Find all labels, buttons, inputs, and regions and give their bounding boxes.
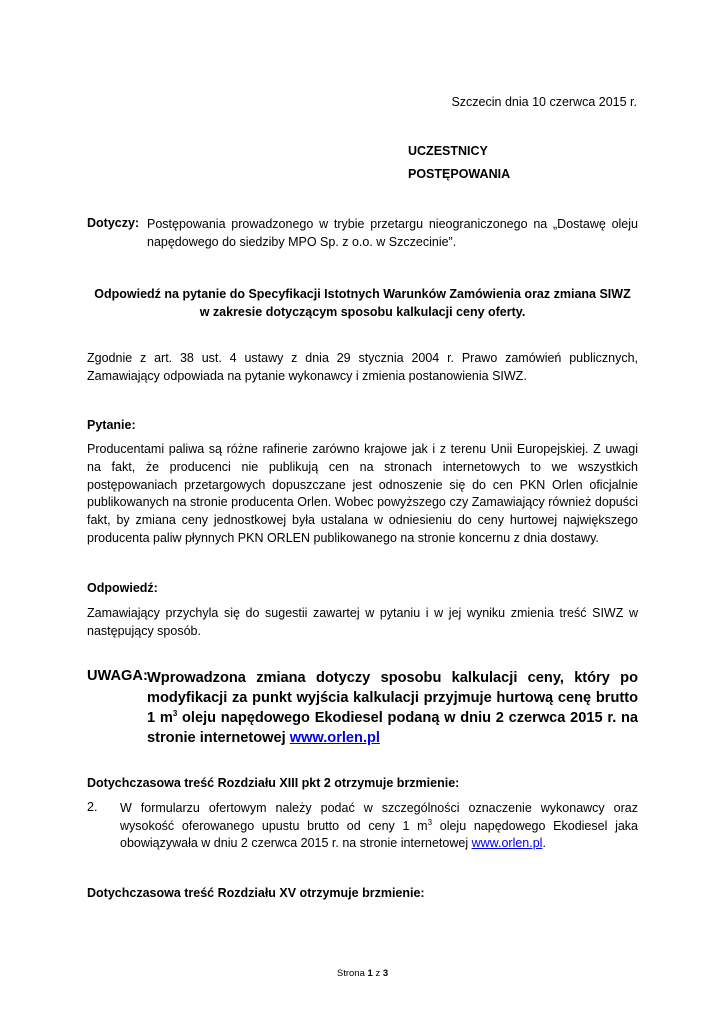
question-heading: Pytanie: [87, 418, 136, 432]
section-xv-heading: Dotychczasowa treść Rozdziału XV otrzymuje brzmienie: [87, 886, 425, 900]
item-orlen-link[interactable]: www.orlen.pl [471, 836, 543, 850]
item-text-part-2: oleju napędowego Ekodiesel jaka obowiązywała w dniu 2 czerwca 2015 r. na stronie internetowej [120, 818, 638, 850]
item-superscript: 3 [427, 817, 433, 827]
answer-heading: Odpowiedź: [87, 581, 158, 595]
recipient-line-2: POSTĘPOWANIA [408, 167, 511, 181]
page-footer [0, 968, 725, 979]
item-text-part-1: W formularzu ofertowym należy podać w szczególności oznaczenie wykonawcy oraz wysokość oferowanego upustu brutto od ceny 1 m [120, 801, 638, 833]
subject-label: Dotyczy: [87, 216, 140, 230]
document-title-line-1: Odpowiedź na pytanie do Specyfikacji Istotnych Warunków Zamówienia oraz zmiana SIWZ [94, 287, 631, 301]
section-xiii-heading: Dotychczasowa treść Rozdziału XIII pkt 2 otrzymuje brzmienie: [87, 776, 460, 790]
footer-separator: z [375, 968, 381, 979]
notice-orlen-link[interactable]: www.orlen.pl [289, 730, 380, 746]
item-number: 2. [87, 800, 98, 814]
intro-paragraph: Zgodnie z art. 38 ust. 4 ustawy z dnia 29 stycznia 2004 r. Prawo zamówień publicznych, Zamawiający odpowiada na pytanie wykonawcy i zmienia postanowienia SIWZ. [87, 351, 638, 383]
notice-superscript: 3 [172, 709, 178, 719]
footer-total-pages: 3 [382, 968, 389, 979]
notice-text-part-1: Wprowadzona zmiana dotyczy sposobu kalkulacji ceny, który po modyfikacji za punkt wyjścia kalkulacji przyjmuje hurtową cenę brutto 1 m [147, 670, 638, 726]
footer-label: Strona [336, 968, 365, 979]
recipient-line-1: UCZESTNICY [408, 144, 488, 158]
answer-text: Zamawiający przychyla się do sugestii zawartej w pytaniu i w jej wyniku zmienia treść SIWZ w następujący sposób. [87, 606, 638, 638]
notice-text-part-2: oleju napędowego Ekodiesel podaną w dniu 2 czerwca 2015 r. na stronie internetowej [147, 710, 638, 746]
section-xiii-item-text [120, 800, 638, 853]
question-text: Producentami paliwa są różne rafinerie zarówno krajowe jak i z terenu Unii Europejskiej. Z uwagi na fakt, że producenci nie publikują cen na stronach internetowych to we wszystkich postępowaniach przetargowych dopuszczane jest odnoszenie się do cen PKN Orlen oficjalnie publikowanych na stronie producenta Orlen. Wobec powyższego czy Zamawiający również dopuści fakt, by zmiana ceny jednostkowej była ustalana w odniesieniu do ceny hurtowej największego producenta paliw płynnych PKN ORLEN publikowanego na stronie koncernu z dnia dostawy. [87, 442, 638, 545]
notice-text [147, 668, 638, 748]
document-title-line-2: w zakresie dotyczącym sposobu kalkulacji ceny oferty. [199, 305, 526, 319]
notice-label: UWAGA: [87, 668, 148, 684]
document-date: Szczecin dnia 10 czerwca 2015 r. [451, 95, 637, 109]
footer-current-page: 1 [367, 968, 373, 979]
item-text-end: . [542, 836, 546, 850]
subject-text: Postępowania prowadzonego w trybie przetargu nieograniczonego na „Dostawę oleju napędowego do siedziby MPO Sp. z o.o. w Szczecinie”. [147, 217, 638, 249]
